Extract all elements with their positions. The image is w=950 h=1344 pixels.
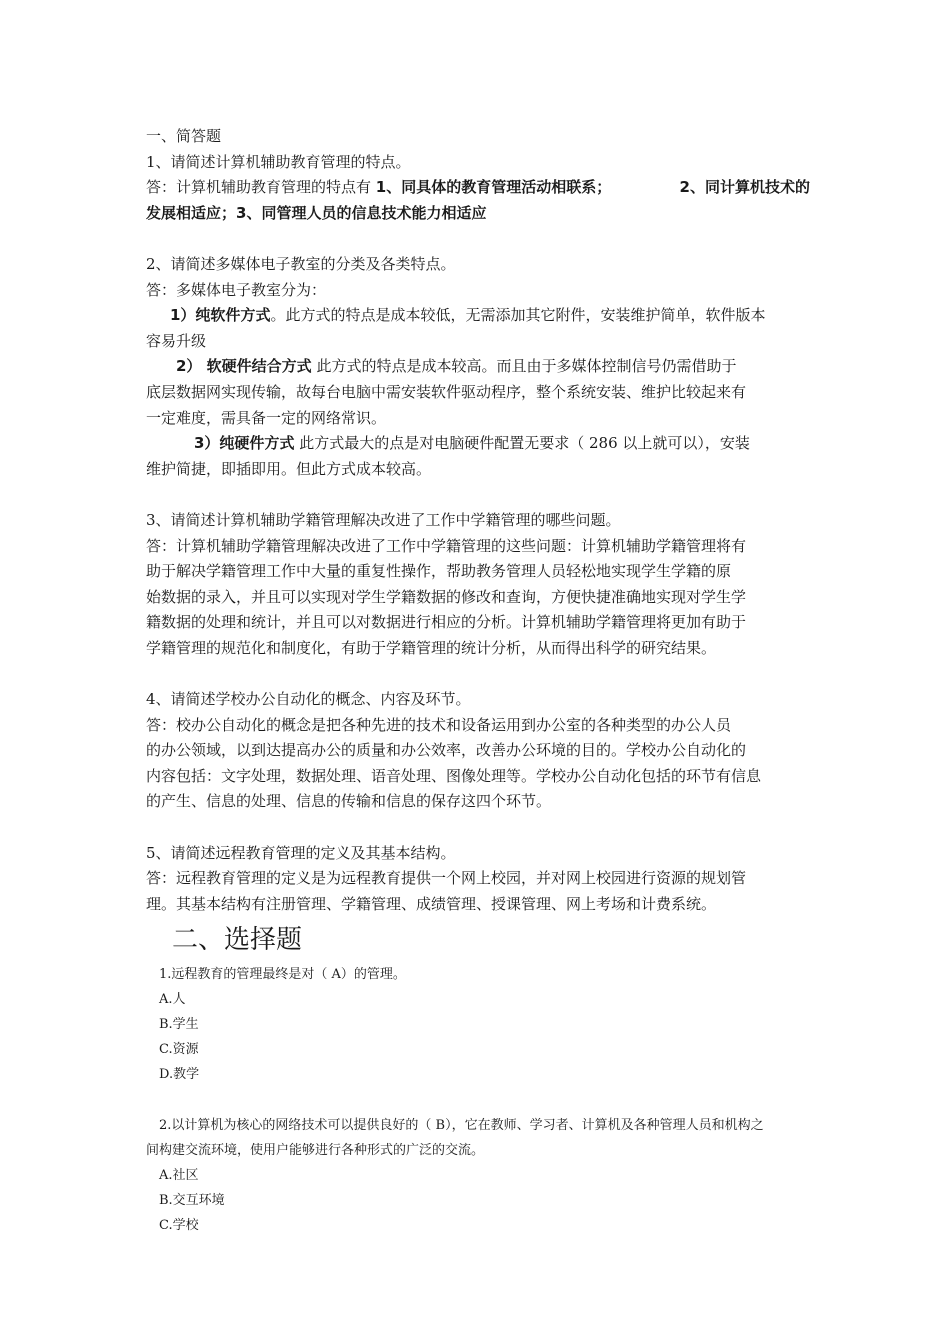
q1-answer-prefix: 答：计算机辅助教育管理的特点有 bbox=[146, 178, 376, 197]
q4-answer-line4: 的产生、信息的处理、信息的传输和信息的保存这四个环节。 bbox=[146, 792, 552, 811]
mc2-option-c: C.学校 bbox=[159, 1218, 199, 1233]
q1-question: 1、请简述计算机辅助教育管理的特点。 bbox=[146, 152, 411, 171]
section1-heading: 一、简答题 bbox=[146, 127, 222, 145]
q4-answer-line3: 内容包括：文字处理，数据处理、语音处理、图像处理等。学校办公自动化包括的环节有信息 bbox=[146, 766, 762, 785]
mc2-option-a: A.社区 bbox=[159, 1168, 199, 1183]
q3-question: 3、请简述计算机辅助学籍管理解决改进了工作中学籍管理的哪些问题。 bbox=[146, 510, 621, 529]
q2-item2-label: 2） 软硬件结合方式 bbox=[176, 357, 312, 376]
q1-answer-point1: 1、同具体的教育管理活动相联系； bbox=[375, 178, 612, 197]
q3-answer-line4: 籍数据的处理和统计，并且可以对数据进行相应的分析。计算机辅助学籍管理将更加有助于 bbox=[146, 613, 747, 632]
mc1-option-c: C.资源 bbox=[159, 1042, 199, 1058]
mc1-option-d: D.教学 bbox=[159, 1067, 200, 1083]
q2-question: 2、请简述多媒体电子教室的分类及各类特点。 bbox=[146, 254, 456, 273]
mc1-question: 1.远程教育的管理最终是对（ A）的管理。 bbox=[159, 967, 406, 983]
q2-item2-cont2: 一定难度，需具备一定的网络常识。 bbox=[146, 408, 387, 427]
q2-item2-text: 此方式的特点是成本较高。而且由于多媒体控制信号仍需借助于 bbox=[311, 357, 737, 376]
q2-item1-cont: 容易升级 bbox=[146, 331, 207, 350]
q1-answer-line2: 发展相适应；3、同管理人员的信息技术能力相适应 bbox=[146, 203, 487, 222]
q5-question: 5、请简述远程教育管理的定义及其基本结构。 bbox=[146, 843, 456, 862]
mc1-option-a: A.人 bbox=[159, 992, 186, 1008]
q2-item3-cont: 维护简捷，即插即用。但此方式成本较高。 bbox=[146, 459, 432, 478]
mc1-option-b: B.学生 bbox=[159, 1017, 199, 1033]
q2-item2 bbox=[146, 354, 810, 380]
q5-answer-line2: 理。其基本结构有注册管理、学籍管理、成绩管理、授课管理、网上考场和计费系统。 bbox=[146, 894, 717, 913]
q3-answer-line5: 学籍管理的规范化和制度化，有助于学籍管理的统计分析，从而得出科学的研究结果。 bbox=[146, 638, 717, 657]
q1-answer-point2: 2、同计算机技术的 bbox=[679, 178, 810, 197]
q4-question: 4、请简述学校办公自动化的概念、内容及环节。 bbox=[146, 690, 471, 709]
q1-answer-line1 bbox=[146, 175, 810, 201]
q4-answer-line2: 的办公领域，以到达提高办公的质量和办公效率，改善办公环境的目的。学校办公自动化的 bbox=[146, 741, 747, 760]
mc2-option-b: B.交互环境 bbox=[159, 1193, 225, 1208]
q2-item1-text: 。此方式的特点是成本较低，无需添加其它附件，安装维护简单，软件版本 bbox=[270, 306, 766, 325]
mc2-question-line1: 2.以计算机为核心的网络技术可以提供良好的（ B），它在教师、学习者、计算机及各种管理人员和机构之 bbox=[159, 1118, 764, 1133]
q2-item3-text: 此方式最大的点是对电脑硬件配置无要求（ 286 以上就可以），安装 bbox=[294, 434, 750, 453]
document-page bbox=[146, 124, 810, 1238]
q4-answer-line1: 答：校办公自动化的概念是把各种先进的技术和设备运用到办公室的各种类型的办公人员 bbox=[146, 715, 732, 734]
q2-item3-label: 3）纯硬件方式 bbox=[194, 434, 295, 453]
q2-item3 bbox=[146, 431, 810, 457]
q3-answer-line3: 始数据的录入，并且可以实现对学生学籍数据的修改和查询，方便快捷准确地实现对学生学 bbox=[146, 587, 747, 606]
q2-item1-label: 1）纯软件方式 bbox=[170, 306, 271, 325]
mc2-question-line2: 间构建交流环境，使用户能够进行各种形式的广泛的交流。 bbox=[146, 1143, 485, 1158]
q2-item2-cont1: 底层数据网实现传输，故每台电脑中需安装软件驱动程序，整个系统安装、维护比较起来有 bbox=[146, 382, 747, 401]
q3-answer-line1: 答：计算机辅助学籍管理解决改进了工作中学籍管理的这些问题：计算机辅助学籍管理将有 bbox=[146, 536, 747, 555]
q3-answer-line2: 助于解决学籍管理工作中大量的重复性操作，帮助教务管理人员轻松地实现学生学籍的原 bbox=[146, 562, 732, 581]
q5-answer-line1: 答：远程教育管理的定义是为远程教育提供一个网上校园，并对网上校园进行资源的规划管 bbox=[146, 869, 747, 888]
section2-heading: 二、选择题 bbox=[172, 925, 303, 956]
q2-item1 bbox=[146, 303, 810, 329]
q2-answer-intro: 答：多媒体电子教室分为： bbox=[146, 280, 327, 299]
